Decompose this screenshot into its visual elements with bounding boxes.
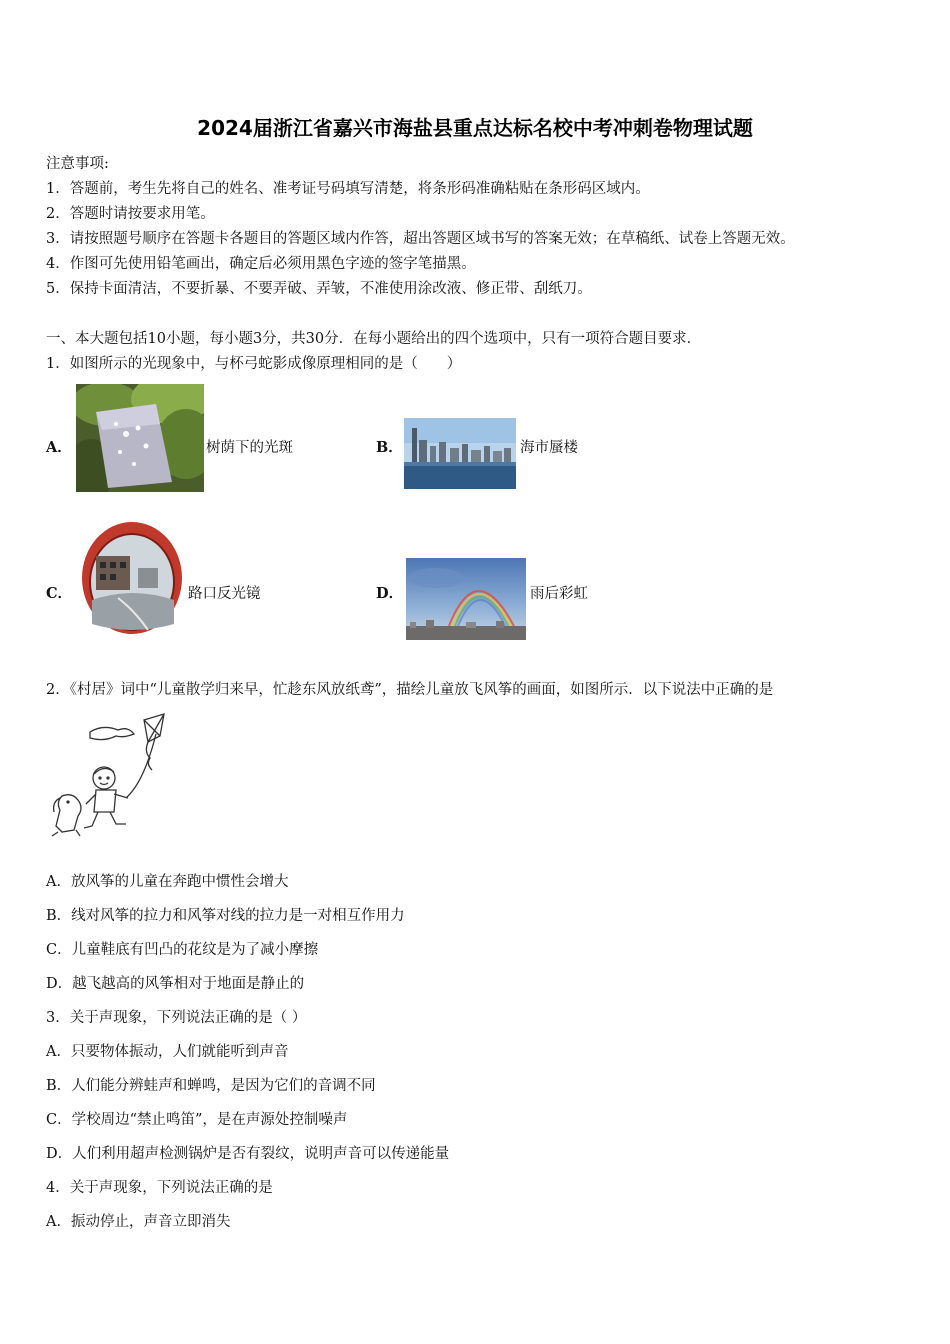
question-2-stem: 2．《村居》词中“儿童散学归来早，忙趁东风放纸鸢”，描绘儿童放飞风筝的画面，如图所示．以下说法中正确的是 (46, 682, 774, 698)
note-item: 1．答题前，考生先将自己的姓名、准考证号码填写清楚，将条形码准确粘贴在条形码区域内。 (46, 181, 650, 197)
question-1-stem: 1．如图所示的光现象中，与杯弓蛇影成像原理相同的是（ ） (46, 356, 462, 372)
q3-option-a: A．只要物体振动，人们就能听到声音 (46, 1044, 289, 1060)
mirage-city-image (404, 418, 516, 489)
q2-option-c: C．儿童鞋底有凹凸的花纹是为了减小摩擦 (46, 942, 319, 958)
q3-option-d: D．人们利用超声检测锅炉是否有裂纹，说明声音可以传递能量 (46, 1146, 450, 1162)
q3-option-c: C．学校周边“禁止鸣笛”，是在声源处控制噪声 (46, 1112, 348, 1128)
option-b-caption: 海市蜃楼 (520, 440, 578, 456)
q3-option-b: B．人们能分辨蛙声和蝉鸣，是因为它们的音调不同 (46, 1078, 376, 1094)
page-title: 2024届浙江省嘉兴市海盐县重点达标名校中考冲刺卷物理试题 (197, 116, 753, 140)
option-b-letter: B． (376, 439, 403, 456)
q2-option-a: A．放风筝的儿童在奔跑中惯性会增大 (46, 874, 289, 890)
convex-mirror-image (78, 520, 184, 638)
q4-option-a: A．振动停止，声音立即消失 (46, 1214, 231, 1230)
option-d-letter: D． (376, 585, 404, 602)
option-c-caption: 路口反光镜 (188, 586, 261, 602)
option-d-caption: 雨后彩虹 (530, 586, 588, 602)
q2-option-d: D．越飞越高的风筝相对于地面是静止的 (46, 976, 305, 992)
q2-option-b: B．线对风筝的拉力和风筝对线的拉力是一对相互作用力 (46, 908, 405, 924)
section-heading: 一、本大题包括10小题，每小题3分，共30分．在每小题给出的四个选项中，只有一项符合题目要求． (46, 331, 702, 347)
option-c-letter: C． (46, 585, 73, 602)
option-a-caption: 树荫下的光斑 (206, 440, 293, 456)
rainbow-image (406, 558, 526, 640)
tree-shade-light-spot-image (76, 384, 204, 492)
note-item: 4．作图可先使用铅笔画出，确定后必须用黑色字迹的签字笔描黑。 (46, 256, 476, 272)
option-a-letter: A． (46, 439, 72, 456)
note-item: 5．保持卡面清洁，不要折暴、不要弄破、弄皱，不准使用涂改液、修正带、刮纸刀。 (46, 281, 592, 297)
note-item: 3．请按照题号顺序在答题卡各题目的答题区域内作答，超出答题区域书写的答案无效；在草稿纸、试卷上答题无效。 (46, 231, 795, 247)
question-4-stem: 4．关于声现象，下列说法正确的是 (46, 1180, 273, 1196)
note-item: 2．答题时请按要求用笔。 (46, 206, 215, 222)
kite-child-illustration (48, 712, 170, 840)
question-3-stem: 3．关于声现象，下列说法正确的是（ ） (46, 1010, 307, 1026)
notes-heading: 注意事项: (46, 156, 109, 172)
